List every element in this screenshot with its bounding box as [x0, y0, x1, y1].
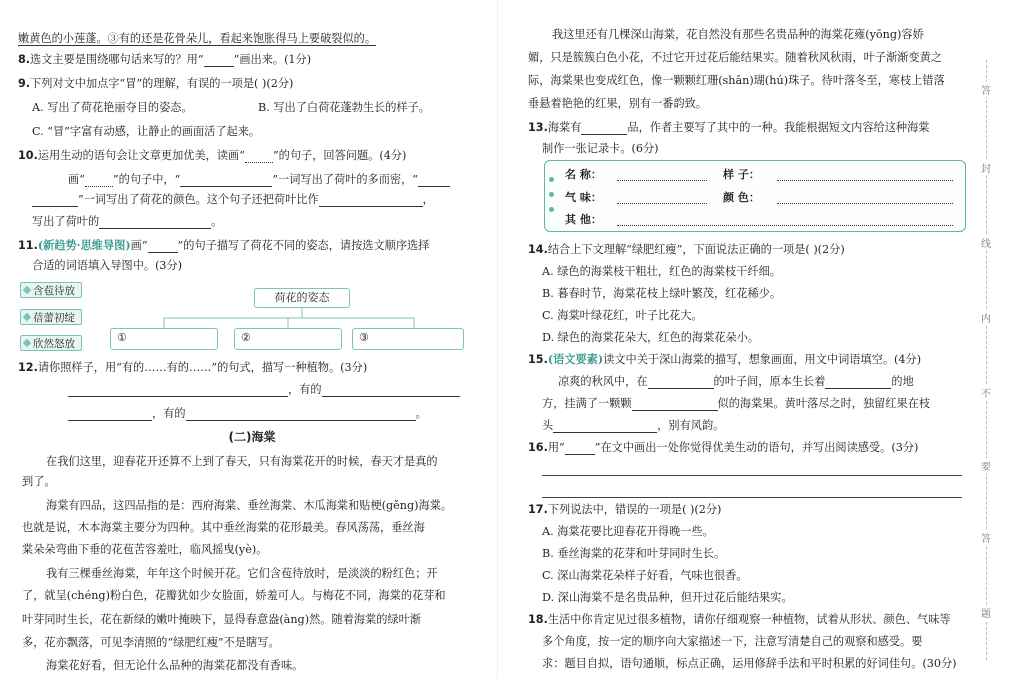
question-8: 8.选文主要是围绕哪句话来写的？用“ ”画出来。(1分): [18, 53, 312, 66]
q16-answer-line-2[interactable]: [542, 497, 962, 498]
passage-p4: 海棠花好看，但无论什么品种的海棠花都没有香味。: [46, 659, 304, 672]
passage-r3: 际，海棠果也变成红色，像一颗颗红珊(shān)瑚(hú)珠子。待叶落冬至，寒枝上错落: [528, 74, 945, 87]
q18-line-3: 求：题目自拟，语句通顺，标点正确，运用修辞手法和平时积累的好词佳句。(30分): [542, 657, 957, 670]
mind-map-box-2[interactable]: ②: [234, 328, 342, 350]
seal-char: 题: [979, 605, 993, 620]
q18-line-2: 多个角度，按一定的顺序向大家描述一下，注意写清楚自己的观察和感受。要: [542, 635, 923, 648]
seal-char: 封: [979, 160, 993, 175]
question-11: 11.(新趋势·思维导图)画“ ”的句子描写了荷花不同的姿态，请按选文顺序选择: [18, 238, 430, 252]
mind-map-root: 荷花的姿态: [254, 288, 350, 308]
passage-p2-line-3: 棠朵朵弯曲下垂的花苞苦容羞吐，临风摇曳(yè)。: [22, 543, 268, 556]
passage-p1: 在我们这里，迎春花开还算不上到了春天，只有海棠花开的时候，春天才是真的: [46, 455, 438, 468]
q10-line-2: 画“ ”的句子中，“ ”一词写出了荷叶的多而密，“: [68, 172, 450, 187]
q10-line-3: ”一词写出了荷花的颜色。这个句子还把荷叶比作 ，: [32, 192, 434, 207]
word-option-1: 含苞待放: [20, 282, 82, 298]
passage-p2-line-1: 海棠有四品，这四品指的是：西府海棠、垂丝海棠、木瓜海棠和贴梗(gěng)海棠。: [46, 499, 453, 512]
question-9: 9.下列对文中加点字“冒”的理解，有误的一项是( )(2分): [18, 77, 294, 90]
mind-map-box-3[interactable]: ③: [352, 328, 464, 350]
question-18: 18.生活中你肯定见过很多植物，请你仔细观察一种植物，试着从形状、颜色、气味等: [528, 613, 951, 626]
question-16: 16.用“ ”在文中画出一处你觉得优美生动的语句，并写出阅读感受。(3分): [528, 441, 919, 454]
card-field-color[interactable]: [777, 202, 953, 204]
mind-map-connectors: [18, 0, 486, 360]
q16-answer-line-1[interactable]: [542, 475, 962, 476]
seal-line-margin: [972, 60, 1012, 660]
q11-line-2: 合适的词语填入导图中。(3分): [32, 259, 183, 272]
seal-char: 答: [979, 530, 993, 545]
q17-option-c: C. 深山海棠花朵样子好看，气味也很香。: [542, 569, 748, 582]
record-card: [544, 160, 966, 232]
passage-title: (二)海棠: [228, 430, 276, 444]
q9-option-b: B. 写出了白荷花蓬勃生长的样子。: [258, 101, 430, 114]
card-field-smell[interactable]: [617, 202, 707, 204]
page-fold: [497, 0, 498, 679]
q15-line-3: 方，挂满了一颗颗 似的海棠果。黄叶落尽之时，独留红果在枝: [542, 397, 931, 410]
q14-option-d: D. 绿色的海棠花朵大，红色的海棠花朵小。: [542, 331, 760, 344]
passage-p3-line-1: 我有三棵垂丝海棠，年年这个时候开花。它们含苞待放时，是淡淡的粉红色；开: [46, 567, 438, 580]
passage-p3-line-3: 叶芽同时生长，花在新绿的嫩叶掩映下，显得春意盎(àng)然。随着海棠的绿叶渐: [22, 613, 421, 626]
para-end-line: 嫩黄色的小莲蓬。③有的还是花骨朵儿，看起来饱胀得马上要破裂似的。: [18, 32, 377, 45]
seal-char: 不: [979, 385, 993, 400]
card-label-color: 颜 色：: [723, 191, 760, 204]
passage-p1-end: 到了。: [22, 475, 56, 488]
card-binding-dots: [549, 173, 557, 222]
q12-line-1: ，有的: [68, 382, 460, 397]
q10-line-4: 写出了荷叶的 。: [32, 215, 223, 228]
q9-option-a: A. 写出了荷花艳丽夺目的姿态。: [32, 101, 193, 114]
q14-option-b: B. 暮春时节，海棠花枝上绿叶繁茂，红花稀少。: [542, 287, 782, 300]
question-15: 15.(语文要素)读文中关于深山海棠的描写，想象画面，用文中词语填空。(4分): [528, 352, 922, 366]
card-field-other[interactable]: [617, 224, 953, 226]
q17-option-b: B. 垂丝海棠的花芽和叶芽同时生长。: [542, 547, 726, 560]
word-option-3: 欣然怒放: [20, 335, 82, 351]
passage-p3-line-2: 了，就呈(chéng)粉白色，花瓣犹如少女脸面，娇羞可人。与梅花不同，海棠的花芽和: [22, 589, 446, 602]
card-label-other: 其 他：: [565, 213, 602, 226]
seal-char: 线: [979, 235, 993, 250]
q9-option-c: C. “冒”字富有动感，让静止的画面活了起来。: [32, 125, 261, 138]
q17-option-a: A. 海棠花要比迎春花开得晚一些。: [542, 525, 714, 538]
passage-r4: 垂悬着艳艳的红果，别有一番韵致。: [528, 97, 708, 110]
seal-char: 要: [979, 458, 993, 473]
question-13: 13.海棠有 品，作者主要写了其中的一种。我能根据短文内容给这种海棠: [528, 121, 930, 134]
card-label-smell: 气 味：: [565, 191, 602, 204]
seal-dashed-line: [986, 60, 987, 660]
question-14: 14.结合上下文理解“绿肥红瘦”，下面说法正确的一项是( )(2分): [528, 243, 845, 256]
q17-option-d: D. 深山海棠不是名贵品种，但开过花后能结果实。: [542, 591, 793, 604]
q13-line-2: 制作一张记录卡。(6分): [542, 142, 659, 155]
q14-option-a: A. 绿色的海棠枝干粗壮，红色的海棠枝干纤细。: [542, 265, 781, 278]
card-label-name: 名 称：: [565, 168, 602, 181]
question-17: 17.下列说法中，错误的一项是( )(2分): [528, 503, 722, 516]
seal-char: 内: [979, 310, 993, 325]
card-label-shape: 样 子：: [723, 168, 760, 181]
q15-line-4: 头 ，别有风韵。: [542, 419, 725, 432]
passage-r1: 我这里还有几棵深山海棠，花自然没有那些名贵品种的海棠花雍(yōng)容娇: [552, 28, 924, 41]
q14-option-c: C. 海棠叶绿花红，叶子比花大。: [542, 309, 703, 322]
passage-p2-line-2: 也就是说，木本海棠主要分为四种。其中垂丝海棠的花形最美。春风荡荡，垂丝海: [22, 521, 425, 534]
seal-char: 答: [979, 82, 993, 97]
word-option-2: 蓓蕾初绽: [20, 309, 82, 325]
question-10: 10.运用生动的语句会让文章更加优美，读画“ ”的句子，回答问题。(4分): [18, 149, 407, 162]
passage-p3-line-4: 多，花亦飘落，可见李清照的“绿肥红瘦”不是瞎写。: [22, 636, 280, 649]
q12-line-2: ，有的 。: [68, 406, 427, 421]
mind-map-box-1[interactable]: ①: [110, 328, 218, 350]
passage-r2: 媚，只是簇簇白色小花，不过它开过花后能结果实。随着秋风秋雨，叶子渐渐变黄之: [528, 51, 942, 64]
card-field-shape[interactable]: [777, 179, 953, 181]
card-field-name[interactable]: [617, 179, 707, 181]
question-12: 12.请你照样子，用“有的……有的……”的句式，描写一种植物。(3分): [18, 361, 368, 374]
q15-line-2: 凉爽的秋风中，在 的叶子间，原本生长着 的地: [558, 375, 914, 388]
